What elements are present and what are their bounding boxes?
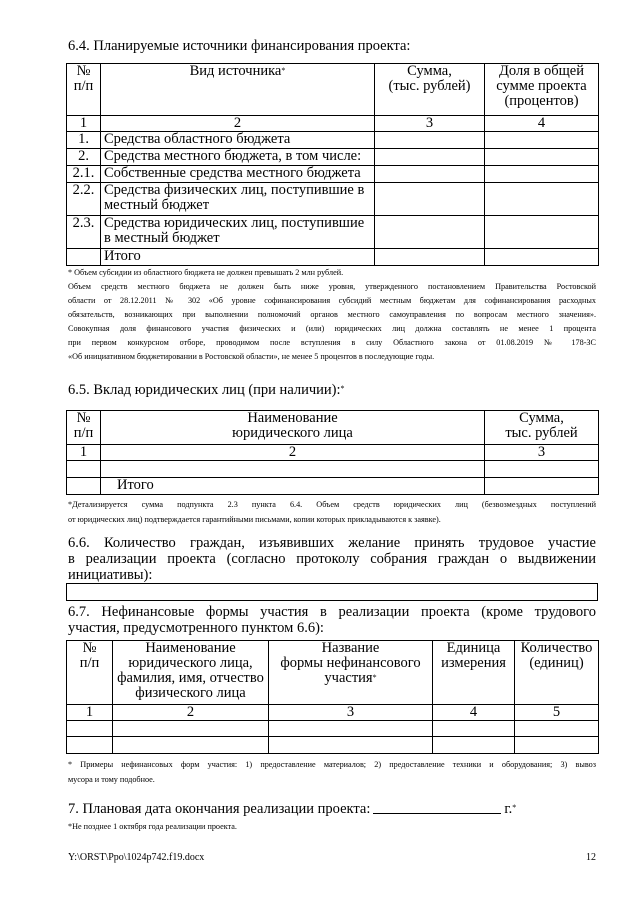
table-row: 2.3. Средства юридических лиц, поступившие в местный бюджет <box>67 216 599 249</box>
section-6-6-heading: 6.6. Количество граждан, изъявивших желание принять трудовое участие <box>68 535 596 551</box>
footnote: * Примеры нефинансовых форм участия: 1) предоставление материалов; 2) предоставление техники и оборудования; 3) вывоз <box>68 760 596 769</box>
footnote: Совокупная доля финансового участия физических и (или) юридических лиц должна составлять не менее 1 процента <box>68 324 596 333</box>
footnote: мусора и тому подобное. <box>68 775 155 784</box>
table-row: 2.1. Собственные средства местного бюджета <box>67 166 599 183</box>
section-6-6-heading: в реализации проекта (согласно протоколу собрания граждан о выдвижении <box>68 551 596 567</box>
citizens-count-input-box[interactable] <box>66 583 598 601</box>
header-participant-name: Наименование юридического лица, фамилия, имя, отчество физического лица <box>113 641 269 705</box>
footnote: области от 28.12.2011 № 302 «Об уровне софинансирования субсидий местным бюджетам для софинансирования расходных <box>68 296 596 305</box>
header-share: Доля в общей сумме проекта (процентов) <box>485 64 599 116</box>
table-row: 2. Средства местного бюджета, в том числе: <box>67 149 599 166</box>
header-num: № п/п <box>67 411 101 445</box>
sum-cell[interactable] <box>375 132 485 149</box>
sum-cell[interactable] <box>375 166 485 183</box>
header-source-type: Вид источника* <box>101 64 375 116</box>
header-participation-form: Название формы нефинансового участия* <box>269 641 433 705</box>
share-cell[interactable] <box>485 183 599 216</box>
footnote: * Объем субсидии из областного бюджета не должен превышать 2 млн рублей. <box>68 268 344 277</box>
section-6-4-heading: 6.4. Планируемые источники финансирования проекта: <box>68 38 411 54</box>
sum-cell[interactable] <box>375 216 485 249</box>
sum-cell[interactable] <box>485 478 599 495</box>
footnote: *Детализируется сумма подпункта 2.3 пункта 6.4. Объем средств юридических лиц (безвозмездных поступлений <box>68 500 596 509</box>
header-entity-name: Наименование юридического лица <box>101 411 485 445</box>
total-row: Итого <box>67 249 599 266</box>
section-7-heading: 7. Плановая дата окончания реализации проекта: г.* <box>68 801 517 817</box>
column-number-row: 1 2 3 4 5 <box>67 705 599 721</box>
header-unit: Единица измерения <box>433 641 515 705</box>
section-6-6-heading: инициативы): <box>68 567 153 583</box>
financing-sources-table <box>66 63 599 266</box>
non-financial-participation-table <box>66 640 599 754</box>
header-sum: Сумма, тыс. рублей <box>485 411 599 445</box>
footnote: Объем средств местного бюджета не должен быть ниже уровня, утвержденного постановлением Правительства Ростовской <box>68 282 596 291</box>
legal-entities-table <box>66 410 599 495</box>
header-num: № п/п <box>67 64 101 116</box>
share-cell[interactable] <box>485 216 599 249</box>
footnote: «Об инициативном бюджетировании в Ростовской области», не менее 5 процентов в последующие годы. <box>68 352 435 361</box>
section-6-7-heading: 6.7. Нефинансовые формы участия в реализации проекта (кроме трудового <box>68 604 596 620</box>
table-row: 1. Средства областного бюджета <box>67 132 599 149</box>
table-row: 2.2. Средства физических лиц, поступившие в местный бюджет <box>67 183 599 216</box>
header-sum: Сумма, (тыс. рублей) <box>375 64 485 116</box>
column-number-row: 1 2 3 <box>67 445 599 461</box>
footer-file-path: Y:\ORST\Ppo\1024p742.f19.docx <box>68 852 205 863</box>
page-number: 12 <box>586 852 596 863</box>
sum-cell[interactable] <box>375 249 485 266</box>
sum-cell[interactable] <box>375 149 485 166</box>
header-quantity: Количество (единиц) <box>515 641 599 705</box>
footnote: от юридических лиц) подтверждается гарантийными письмами, копии которых прикладываются к заявке). <box>68 515 441 524</box>
table-row <box>67 721 599 737</box>
section-6-7-heading: участия, предусмотренного пунктом 6.6): <box>68 620 324 636</box>
section-6-5-heading: 6.5. Вклад юридических лиц (при наличии):* <box>68 382 345 398</box>
share-cell[interactable] <box>485 166 599 183</box>
table-row <box>67 737 599 754</box>
footnote: *Не позднее 1 октября года реализации проекта. <box>68 822 237 831</box>
table-row <box>67 461 599 478</box>
share-cell[interactable] <box>485 132 599 149</box>
share-cell[interactable] <box>485 249 599 266</box>
footnote: обязательств, возникающих при выполнении полномочий органов местного самоуправления по вопросам местного значения». <box>68 310 596 319</box>
footnote: при первом конкурсном отборе, проводимом после вступления в силу Областного закона от 01.08.2019 № 178-ЗС <box>68 338 596 347</box>
column-number-row: 1 2 3 4 <box>67 116 599 132</box>
share-cell[interactable] <box>485 149 599 166</box>
sum-cell[interactable] <box>375 183 485 216</box>
end-date-field[interactable] <box>373 801 501 814</box>
header-num: № п/п <box>67 641 113 705</box>
total-row: Итого <box>67 478 599 495</box>
